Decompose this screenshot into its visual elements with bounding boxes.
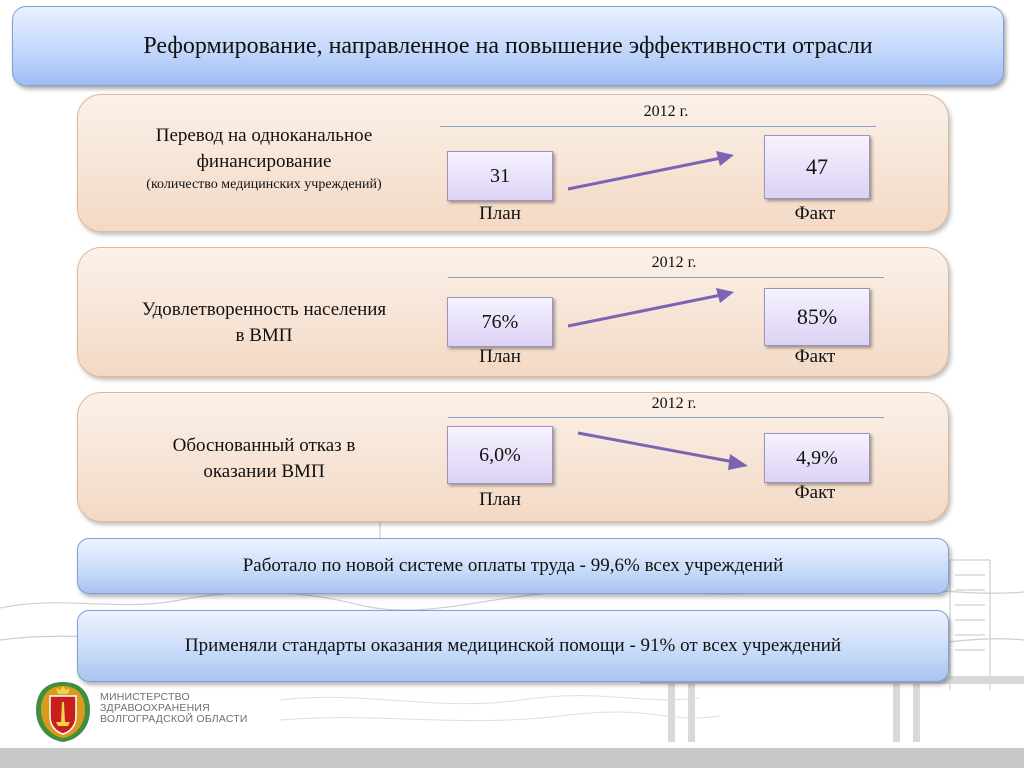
metric-label-line1: Удовлетворенность населения <box>141 299 387 320</box>
ministry-name <box>100 692 248 725</box>
fact-caption: Факт <box>794 203 836 224</box>
trend-arrow-down <box>576 427 766 477</box>
ministry-name-line2: ЗДРАВООХРАНЕНИЯ <box>100 702 210 714</box>
page-title: Реформирование, направленное на повышение эффективности отрасли <box>12 6 1004 86</box>
plan-value-box: 31 <box>447 151 553 201</box>
plan-caption: План <box>479 346 521 367</box>
coat-of-arms-icon <box>32 680 94 744</box>
metric-label <box>78 433 450 485</box>
metric-card-population-satisfaction <box>77 247 949 377</box>
trend-arrow-up <box>566 286 746 336</box>
metric-label-line1: Перевод на одноканальное <box>155 125 373 146</box>
year-divider <box>448 417 884 418</box>
metric-card-justified-refusal <box>77 392 949 522</box>
fact-caption: Факт <box>794 346 836 367</box>
fact-value-box: 47 <box>764 135 870 199</box>
plan-caption: План <box>479 489 521 510</box>
metric-label-line2: финансирование <box>196 151 332 172</box>
metric-card-single-channel-financing <box>77 94 949 232</box>
plan-value-box: 6,0% <box>447 426 553 484</box>
metric-label-line2: оказании ВМП <box>203 461 325 482</box>
plan-caption: План <box>479 203 521 224</box>
metric-label-note: (количество медицинских учреждений) <box>146 177 382 192</box>
year-label: 2012 г. <box>651 395 697 412</box>
plan-value-box: 76% <box>447 297 553 347</box>
year-divider <box>440 126 876 127</box>
footer-strip <box>0 748 1024 768</box>
summary-bar-payment-system: Работало по новой системе оплаты труда - 99,6% всех учреждений <box>77 538 949 594</box>
fact-value-box: 85% <box>764 288 870 346</box>
ministry-name-line1: МИНИСТЕРСТВО <box>100 691 190 703</box>
fact-value-box: 4,9% <box>764 433 870 483</box>
metric-label-line2: в ВМП <box>235 325 293 346</box>
year-divider <box>448 277 884 278</box>
year-label: 2012 г. <box>643 103 689 120</box>
trend-arrow-up <box>566 149 746 199</box>
metric-label <box>78 297 450 349</box>
metric-label-line1: Обоснованный отказ в <box>172 435 356 456</box>
ministry-logo <box>32 680 272 746</box>
year-label: 2012 г. <box>651 254 697 271</box>
ministry-name-line3: ВОЛГОГРАДСКОЙ ОБЛАСТИ <box>100 713 248 725</box>
metric-label <box>78 123 450 195</box>
fact-caption: Факт <box>794 482 836 503</box>
summary-bar-care-standards: Применяли стандарты оказания медицинской помощи - 91% от всех учреждений <box>77 610 949 682</box>
